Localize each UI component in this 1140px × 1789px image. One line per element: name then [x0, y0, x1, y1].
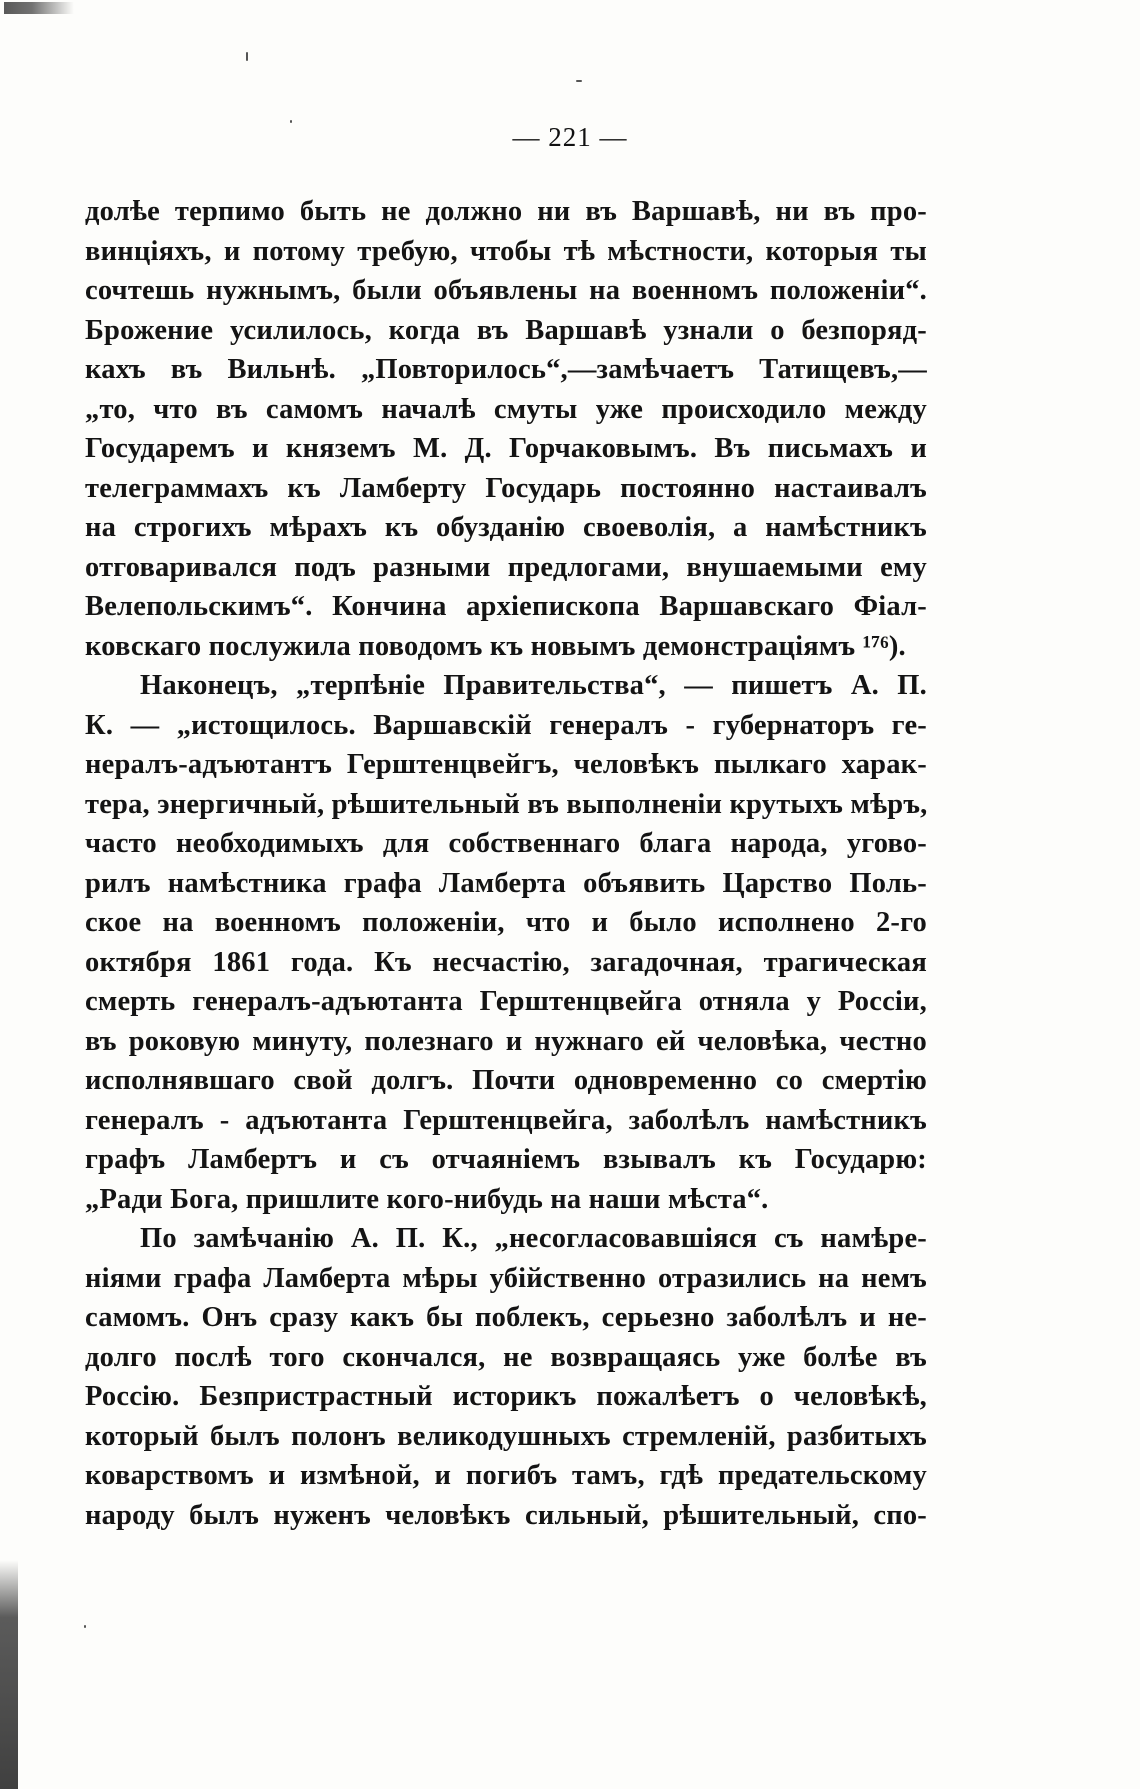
text-line: рилъ намѣстника графа Ламберта объявить Царство Поль-	[85, 867, 927, 899]
text-line: „Ради Бога, пришлите кого-нибудь на наши мѣста“.	[85, 1183, 769, 1215]
text-line: смерть генералъ-адъютанта Герштенцвейга отняла у Россіи,	[85, 986, 927, 1017]
scan-speck	[246, 52, 248, 61]
text-line: кахъ въ Вильнѣ. „Повторилось“,—замѣчаетъ Татищевъ,—	[85, 354, 927, 385]
text-line: Наконецъ, „терпѣніе Правительства“, — пишетъ А. П.	[140, 670, 927, 701]
text-line: К. — „истощилось. Варшавскій генералъ - губернаторъ ге-	[85, 709, 927, 741]
text-line: Государемъ и княземъ М. Д. Горчаковымъ. Въ письмахъ и	[85, 433, 927, 464]
text-line: По замѣчанію А. П. К., „несогласовавшіяся съ намѣре-	[140, 1223, 927, 1254]
text-line: ковскаго послужила поводомъ къ новымъ демонстраціямъ ¹⁷⁶).	[85, 630, 906, 662]
text-line: коварствомъ и измѣной, и погибъ тамъ, гдѣ предательскому	[85, 1460, 927, 1491]
text-line: народу былъ нуженъ человѣкъ сильный, рѣшительный, спо-	[85, 1499, 927, 1531]
text-line: генералъ - адъютанта Герштенцвейга, заболѣлъ намѣстникъ	[85, 1104, 927, 1136]
text-line: исполнявшаго свой долгъ. Почти одновременно со смертію	[85, 1065, 927, 1096]
text-line: ніями графа Ламберта мѣры убійственно отразились на немъ	[85, 1262, 927, 1294]
text-line: Россію. Безпристрастный историкъ пожалѣетъ о человѣкѣ,	[85, 1381, 927, 1412]
text-line: сочтешь нужнымъ, были объявлены на военномъ положеніи“.	[85, 275, 927, 306]
text-line: телеграммахъ къ Ламберту Государь постоянно настаивалъ	[85, 472, 927, 504]
text-line: октября 1861 года. Къ несчастію, загадочная, трагическая	[85, 946, 927, 978]
text-line: долѣе терпимо быть не должно ни въ Варшавѣ, ни въ про-	[85, 196, 927, 227]
body-text	[85, 192, 927, 1535]
text-line: винціяхъ, и потому требую, чтобы тѣ мѣстности, которыя ты	[85, 235, 927, 267]
text-line: нералъ-адъютантъ Герштенцвейгъ, человѣкъ пылкаго харак-	[85, 749, 927, 780]
scan-speck	[576, 80, 582, 82]
text-line: „то, что въ самомъ началѣ смуты уже происходило между	[85, 393, 927, 425]
text-line: который былъ полонъ великодушныхъ стремленій, разбитыхъ	[85, 1420, 927, 1452]
text-line: часто необходимыхъ для собственнаго блага народа, угово-	[85, 828, 927, 859]
text-line: ское на военномъ положеніи, что и было исполнено 2-го	[85, 907, 927, 938]
text-line: графъ Ламбертъ и съ отчаяніемъ взывалъ къ Государю:	[85, 1144, 927, 1175]
text-line: Брожение усилилось, когда въ Варшавѣ узнали о безпоряд-	[85, 314, 927, 346]
scan-speck	[84, 1625, 86, 1628]
text-line: долго послѣ того скончался, не возвращаясь уже болѣе въ	[85, 1341, 927, 1373]
text-line: на строгихъ мѣрахъ къ обузданію своеволія, а намѣстникъ	[85, 512, 927, 543]
page-number: — 221 —	[512, 122, 628, 152]
text-line: отговаривался подъ разными предлогами, внушаемыми ему	[85, 551, 927, 583]
text-line: самомъ. Онъ сразу какъ бы поблекъ, серьезно заболѣлъ и не-	[85, 1302, 927, 1333]
text-line: тера, энергичный, рѣшительный въ выполненіи крутыхъ мѣръ,	[85, 788, 928, 820]
scan-artifact-edge	[0, 1560, 18, 1789]
text-line: въ роковую минуту, полезнаго и нужнаго ей человѣка, честно	[85, 1025, 927, 1057]
scan-artifact-corner	[4, 2, 74, 14]
text-line: Велепольскимъ“. Кончина архіепископа Варшавскаго Фіал-	[85, 591, 927, 622]
